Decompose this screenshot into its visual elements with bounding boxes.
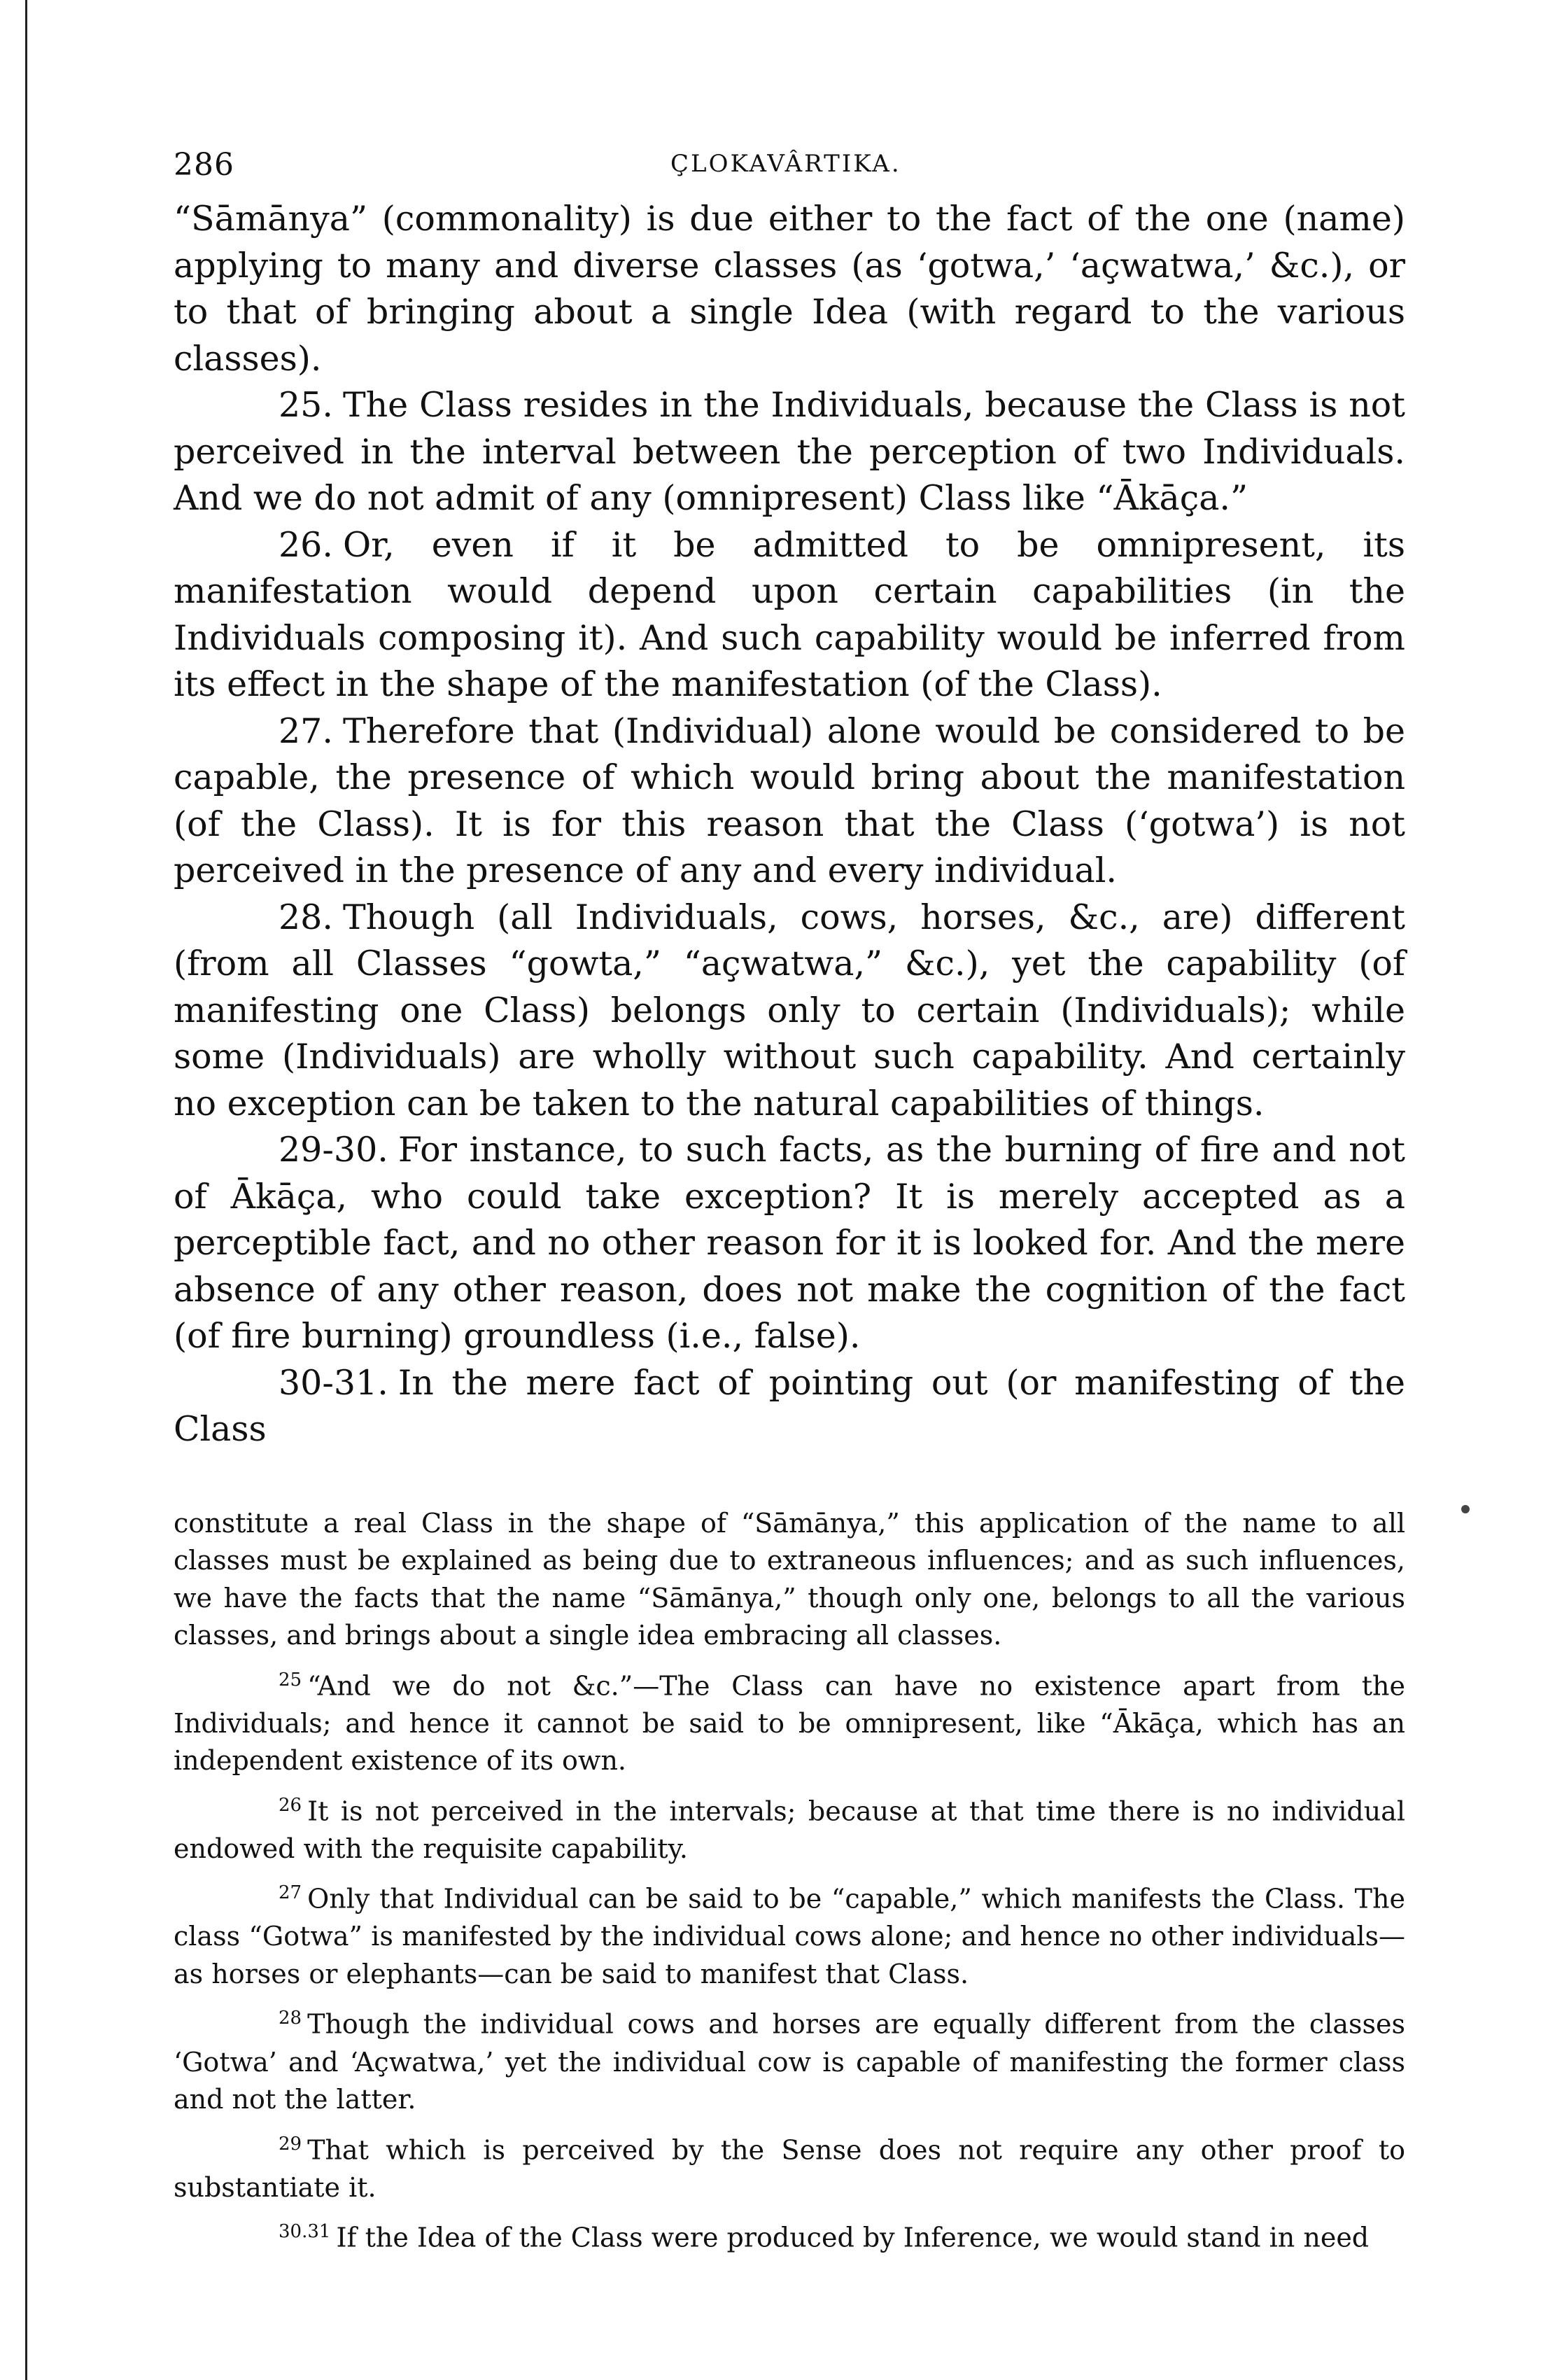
footnote-mark: 28 <box>279 2008 302 2029</box>
footnote-text: If the Idea of the Class were produced by Inference, we would stand in need <box>336 2222 1370 2253</box>
verse-number: 27. <box>279 710 333 751</box>
scan-speck <box>1461 1505 1470 1513</box>
verse-number: 28. <box>279 897 333 937</box>
verse-text: In the mere fact of pointing out (or manifesting of the Class <box>174 1362 1405 1449</box>
verse-24-continuation <box>174 196 1405 382</box>
verse-25 <box>174 382 1405 522</box>
footnote-mark: 25 <box>279 1669 302 1690</box>
verse-text: Therefore that (Individual) alone would be considered to be capable, the presence of which would bring about the manifestation (of the Class). It is for this reason that the Class (‘gotwa’) is not perceived in the presence of any and every individual. <box>174 710 1405 890</box>
footnote-29 <box>174 2126 1405 2207</box>
verse-number: 26. <box>279 524 333 565</box>
verse-number: 30-31. <box>279 1362 388 1403</box>
footnotes <box>174 1505 1405 2258</box>
footnote-continuation <box>174 1505 1405 1655</box>
running-title: ÇLOKAVÂRTIKA. <box>670 150 901 178</box>
footnote-text: That which is perceived by the Sense does not require any other proof to substantiate it. <box>174 2134 1405 2203</box>
verse-number: 25. <box>279 385 333 425</box>
footnote-25 <box>174 1662 1405 1780</box>
verse-28 <box>174 895 1405 1128</box>
footnote-30-31 <box>174 2213 1405 2257</box>
verse-29-30 <box>174 1127 1405 1360</box>
scan-binding-line <box>25 0 27 2380</box>
footnote-mark: 27 <box>279 1882 302 1904</box>
main-text <box>174 196 1405 1453</box>
footnote-mark: 29 <box>279 2133 302 2155</box>
verse-27 <box>174 708 1405 895</box>
footnote-mark: 30.31 <box>279 2221 331 2243</box>
footnote-mark: 26 <box>279 1794 302 1816</box>
verse-30-31 <box>174 1360 1405 1453</box>
verse-text: For instance, to such facts, as the burning of fire and not of Ākāça, who could take exception? It is merely accepted as a perceptible fact, and no other reason for it is looked for. And the mere absence of any other reason, does not make the cognition of the fact (of fire burning) groundless (i.e., false). <box>174 1130 1405 1356</box>
footnote-text: “And we do not &c.”—The Class can have no existence apart from the Individuals; and hence it cannot be said to be omnipresent, like “Ākāça, which has an independent existence of its own. <box>174 1670 1405 1777</box>
verse-26 <box>174 522 1405 708</box>
footnote-27 <box>174 1875 1405 1993</box>
verse-text: The Class resides in the Individuals, because the Class is not perceived in the interval between the perception of two Individuals. And we do not admit of any (omnipresent) Class like “Ākāça.” <box>174 385 1405 518</box>
book-page <box>174 147 1405 2264</box>
footnote-text: Though the individual cows and horses are equally different from the classes ‘Gotwa’ and ‘Açwatwa,’ yet the individual cow is capable of manifesting the former class and not the latter. <box>174 2009 1405 2115</box>
verse-text: “Sāmānya” (commonality) is due either to the fact of the one (name) applying to many and diverse classes (as ‘gotwa,’ ‘açwatwa,’ &c.), or to that of bringing about a single Idea (with regard to the various classes). <box>174 199 1405 379</box>
footnote-28 <box>174 2000 1405 2118</box>
footnote-26 <box>174 1787 1405 1868</box>
verse-number: 29-30. <box>279 1130 388 1170</box>
verse-text: Though (all Individuals, cows, horses, &c., are) different (from all Classes “gowta,” “açwatwa,” &c.), yet the capability (of manifesting one Class) belongs only to certain (Individuals); while some (Individuals) are wholly without such capability. And certainly no exception can be taken to the natural capabilities of things. <box>174 897 1405 1124</box>
footnote-text: It is not perceived in the intervals; because at that time there is no individual endowed with the requisite capability. <box>174 1795 1405 1864</box>
running-head <box>174 147 1405 196</box>
verse-text: Or, even if it be admitted to be omnipresent, its manifestation would depend upon certain capabilities (in the Individuals composing it). And such capability would be inferred from its effect in the shape of the manifestation (of the Class). <box>174 524 1405 704</box>
footnote-text: constitute a real Class in the shape of “Sāmānya,” this application of the name to all classes must be explained as being due to extraneous influences; and as such influences, we have the facts that the name “Sāmānya,” though only one, belongs to all the various classes, and brings about a single idea embracing all classes. <box>174 1507 1405 1651</box>
footnote-text: Only that Individual can be said to be “capable,” which manifests the Class. The class “Gotwa” is manifested by the individual cows alone; and hence no other individuals—as horses or elephants—can be said to manifest that Class. <box>174 1883 1405 1989</box>
page-number: 286 <box>174 147 234 183</box>
